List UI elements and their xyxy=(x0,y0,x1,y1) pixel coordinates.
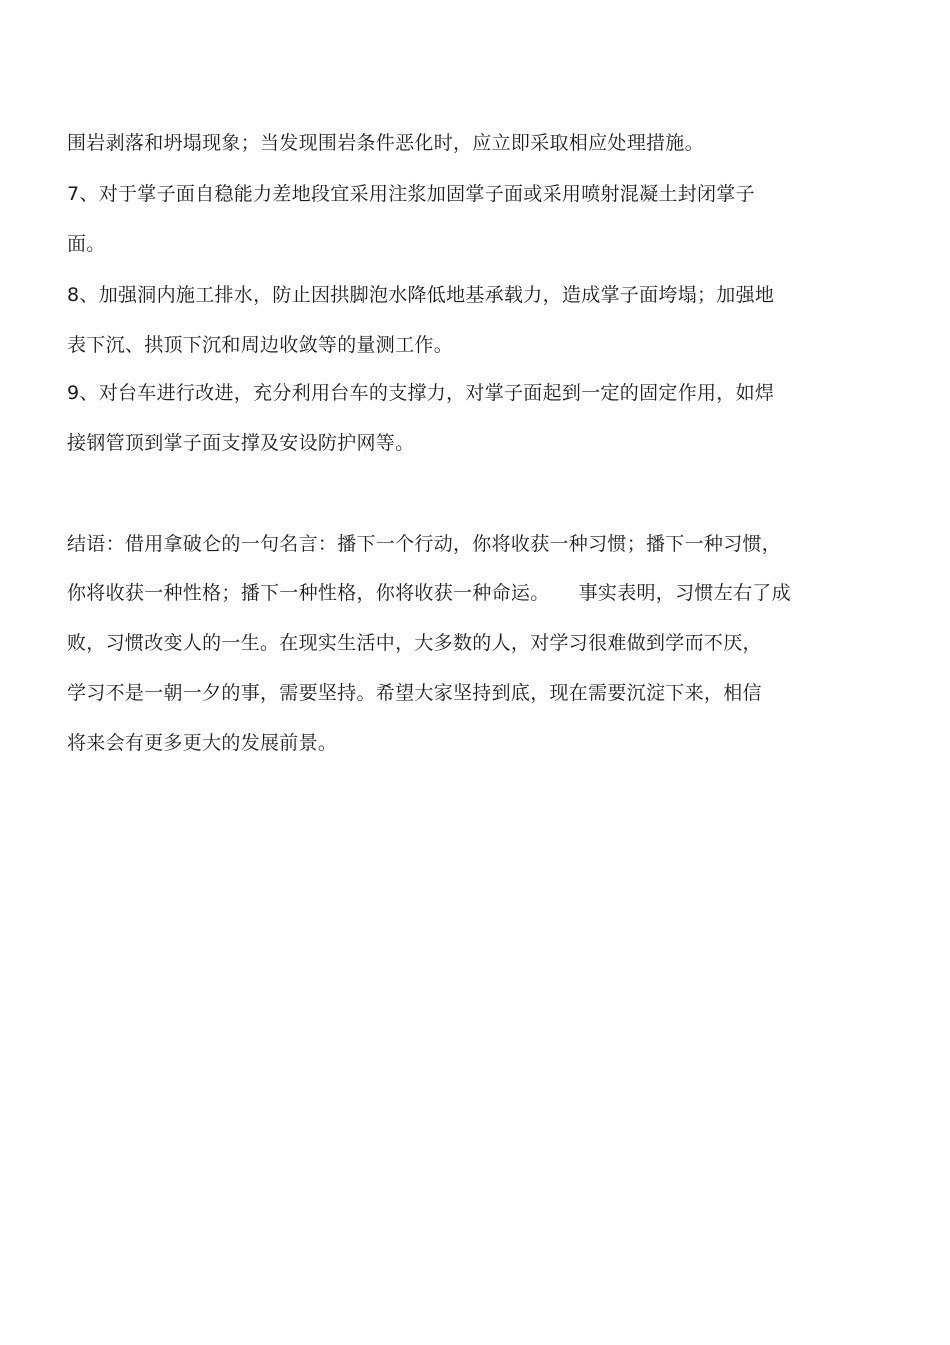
text-line-1: 围岩剥落和坍塌现象；当发现围岩条件恶化时，应立即采取相应处理措施。 xyxy=(67,132,704,154)
list-item-7: 7、对于掌子面自稳能力差地段宜采用注浆加固掌子面或采用喷射混凝土封闭掌子 xyxy=(67,183,755,205)
list-item-8: 8、加强洞内施工排水，防止因拱脚泡水降低地基承载力，造成掌子面垮塌；加强地 xyxy=(67,284,775,306)
conclusion-line-5: 将来会有更多更大的发展前景。 xyxy=(67,732,338,754)
conclusion-line-1: 结语：借用拿破仑的一句名言：播下一个行动，你将收获一种习惯；播下一种习惯， xyxy=(67,533,782,555)
list-item-8-continuation: 表下沉、拱顶下沉和周边收敛等的量测工作。 xyxy=(67,334,454,356)
list-item-9-continuation: 接钢管顶到掌子面支撑及安设防护网等。 xyxy=(67,432,415,454)
conclusion-line-4: 学习不是一朝一夕的事，需要坚持。希望大家坚持到底，现在需要沉淀下来，相信 xyxy=(67,682,762,704)
list-item-7-continuation: 面。 xyxy=(67,233,106,255)
conclusion-line-3: 败，习惯改变人的一生。在现实生活中，大多数的人，对学习很难做到学而不厌， xyxy=(67,632,762,654)
conclusion-line-2: 你将收获一种性格；播下一种性格，你将收获一种命运。 事实表明，习惯左右了成 xyxy=(67,582,791,604)
list-item-9: 9、对台车进行改进，充分利用台车的支撑力，对掌子面起到一定的固定作用，如焊 xyxy=(67,382,775,404)
